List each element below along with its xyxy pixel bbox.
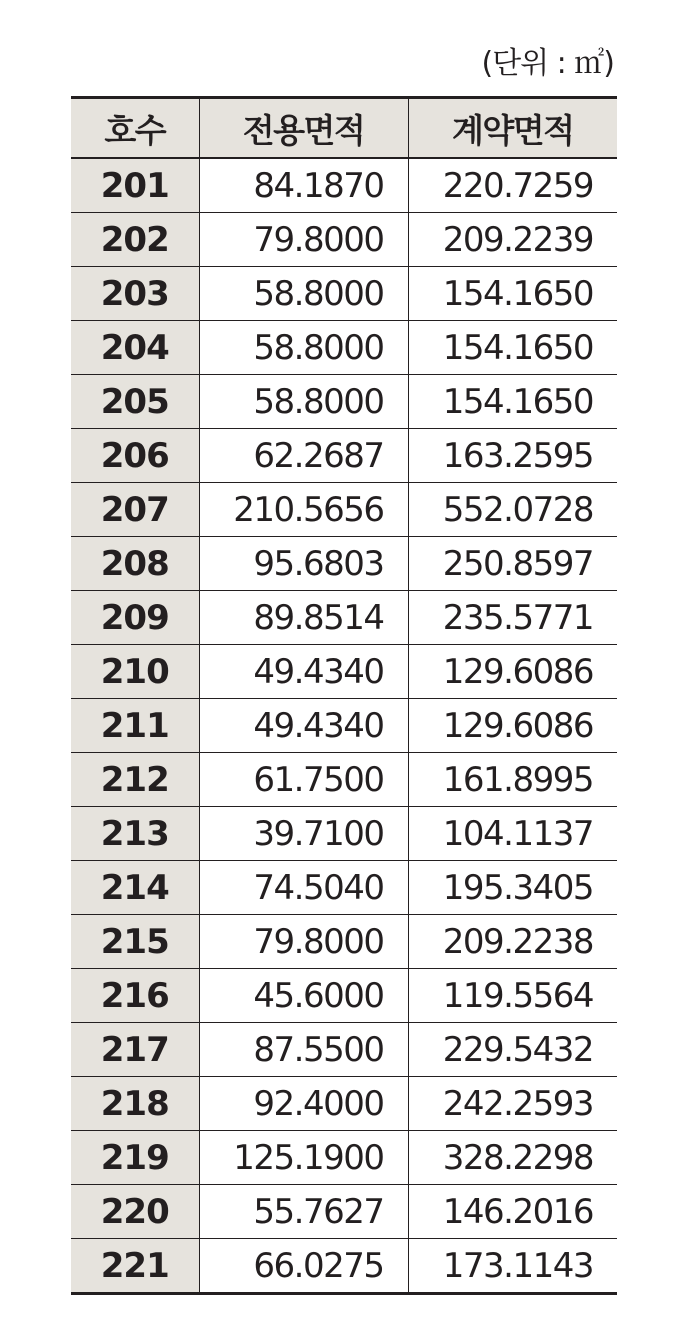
contract-area-cell: 250.8597 <box>408 537 617 591</box>
table-row <box>71 1239 617 1294</box>
exclusive-area-cell: 45.6000 <box>199 969 408 1023</box>
contract-area-cell: 209.2238 <box>408 915 617 969</box>
contract-area-cell: 154.1650 <box>408 321 617 375</box>
unit-cell: 203 <box>71 267 199 321</box>
unit-cell: 218 <box>71 1077 199 1131</box>
unit-cell: 201 <box>71 158 199 213</box>
contract-area-cell: 195.3405 <box>408 861 617 915</box>
table-row <box>71 969 617 1023</box>
exclusive-area-cell: 39.7100 <box>199 807 408 861</box>
contract-area-cell: 146.2016 <box>408 1185 617 1239</box>
table-row <box>71 807 617 861</box>
exclusive-area-cell: 79.8000 <box>199 915 408 969</box>
exclusive-area-cell: 62.2687 <box>199 429 408 483</box>
unit-cell: 202 <box>71 213 199 267</box>
unit-cell: 211 <box>71 699 199 753</box>
table-row <box>71 375 617 429</box>
unit-cell: 207 <box>71 483 199 537</box>
unit-cell: 215 <box>71 915 199 969</box>
contract-area-cell: 119.5564 <box>408 969 617 1023</box>
contract-area-cell: 552.0728 <box>408 483 617 537</box>
unit-cell: 213 <box>71 807 199 861</box>
unit-cell: 214 <box>71 861 199 915</box>
contract-area-cell: 154.1650 <box>408 375 617 429</box>
exclusive-area-cell: 125.1900 <box>199 1131 408 1185</box>
contract-area-cell: 242.2593 <box>408 1077 617 1131</box>
contract-area-cell: 154.1650 <box>408 267 617 321</box>
exclusive-area-cell: 61.7500 <box>199 753 408 807</box>
contract-area-cell: 129.6086 <box>408 645 617 699</box>
table-row <box>71 1023 617 1077</box>
unit-cell: 206 <box>71 429 199 483</box>
table-row <box>71 483 617 537</box>
contract-area-cell: 229.5432 <box>408 1023 617 1077</box>
unit-cell: 220 <box>71 1185 199 1239</box>
table-row <box>71 537 617 591</box>
contract-area-cell: 220.7259 <box>408 158 617 213</box>
exclusive-area-cell: 84.1870 <box>199 158 408 213</box>
contract-area-cell: 209.2239 <box>408 213 617 267</box>
table-row <box>71 213 617 267</box>
table-row <box>71 1185 617 1239</box>
unit-cell: 216 <box>71 969 199 1023</box>
exclusive-area-cell: 58.8000 <box>199 375 408 429</box>
unit-cell: 204 <box>71 321 199 375</box>
contract-area-cell: 235.5771 <box>408 591 617 645</box>
unit-cell: 212 <box>71 753 199 807</box>
unit-cell: 205 <box>71 375 199 429</box>
exclusive-area-cell: 92.4000 <box>199 1077 408 1131</box>
exclusive-area-cell: 58.8000 <box>199 321 408 375</box>
header-exclusive-area: 전용면적 <box>199 98 408 159</box>
exclusive-area-cell: 55.7627 <box>199 1185 408 1239</box>
unit-cell: 217 <box>71 1023 199 1077</box>
exclusive-area-cell: 95.6803 <box>199 537 408 591</box>
exclusive-area-cell: 79.8000 <box>199 213 408 267</box>
unit-note: (단위 : ㎡) <box>481 46 614 81</box>
table-row <box>71 753 617 807</box>
exclusive-area-cell: 49.4340 <box>199 645 408 699</box>
contract-area-cell: 328.2298 <box>408 1131 617 1185</box>
unit-cell: 210 <box>71 645 199 699</box>
table-row <box>71 591 617 645</box>
unit-cell: 209 <box>71 591 199 645</box>
table-row <box>71 915 617 969</box>
unit-cell: 208 <box>71 537 199 591</box>
exclusive-area-cell: 49.4340 <box>199 699 408 753</box>
exclusive-area-cell: 74.5040 <box>199 861 408 915</box>
contract-area-cell: 161.8995 <box>408 753 617 807</box>
exclusive-area-cell: 87.5500 <box>199 1023 408 1077</box>
contract-area-cell: 173.1143 <box>408 1239 617 1294</box>
unit-cell: 219 <box>71 1131 199 1185</box>
table-row <box>71 861 617 915</box>
table-header-row <box>71 98 617 159</box>
exclusive-area-cell: 66.0275 <box>199 1239 408 1294</box>
table-row <box>71 699 617 753</box>
header-contract-area: 계약면적 <box>408 98 617 159</box>
table-row <box>71 158 617 213</box>
area-table <box>71 96 617 1295</box>
table-row <box>71 645 617 699</box>
contract-area-cell: 129.6086 <box>408 699 617 753</box>
table-row <box>71 1077 617 1131</box>
unit-cell: 221 <box>71 1239 199 1294</box>
contract-area-cell: 163.2595 <box>408 429 617 483</box>
table-row <box>71 1131 617 1185</box>
exclusive-area-cell: 89.8514 <box>199 591 408 645</box>
contract-area-cell: 104.1137 <box>408 807 617 861</box>
header-unit: 호수 <box>71 98 199 159</box>
table-body <box>71 158 617 1294</box>
exclusive-area-cell: 210.5656 <box>199 483 408 537</box>
table-row <box>71 267 617 321</box>
exclusive-area-cell: 58.8000 <box>199 267 408 321</box>
table-row <box>71 429 617 483</box>
table-row <box>71 321 617 375</box>
